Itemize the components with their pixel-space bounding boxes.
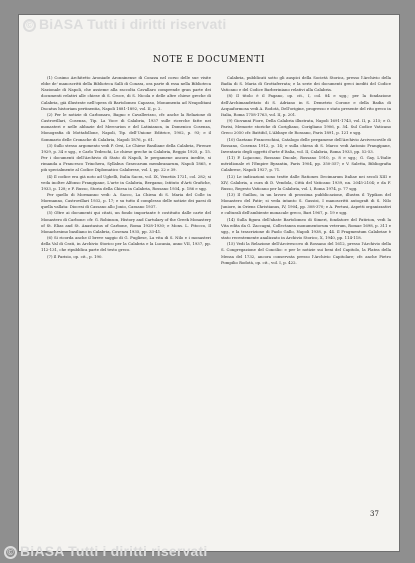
paragraph: (11) P. Lojacono, Rossano Ducale, Rossano 1910, p. 8 e sgg.; G. Gay, L'Italie méridionale et l'Empire Byzantin, Paris 1904, pp. 350-357; e V. Saletta, Bibliografia Calabrese, Napoli 1927, p. 71. bbox=[221, 155, 391, 173]
paragraph: (5) Oltre ai documenti qui citati, un fondo importante è costituito dalle carte del Monastero di Carbone: cfr. G. Robinson, History and Cartulary of the Greek Monastery of St. Elias and St. Anastasius of Carbone, Roma 1928-1930; e Mons. L. Pitocco, Il Monachesimo basiliano in Calabria, Cosenza 1935, pp. 33-41. bbox=[41, 210, 211, 234]
watermark-text: BiASA Tutti i diritti riservati bbox=[39, 16, 227, 32]
paragraph: (13) Il Guillou, in un lavoro di prossima pubblicazione, illustra il Typikon del Monastero del Patir; si veda intanto S. Gassisi, I manoscritti autografi di S. Nilo Juniore, in Oriens Christianus, IV, 1904, pp. 308-370; e A. Pertusi, Aspetti organizzativi e culturali dell'ambiente monacale greco, Bari 1967, p. 19 e sgg. bbox=[221, 191, 391, 216]
paragraph: (7) Il Parisio, op. cit., p. 190. bbox=[47, 253, 103, 259]
paragraph: (4) Il codice era già noto ad Ughelli, Italia Sacra, vol. IX, Venetiis 1721, col. 282; si veda inoltre Alfonso Frangipane, L'arte in Calabria, Bergamo, Istituto d'Arti Grafiche, 1933, p. 128; e F. Russo, Storia della Chiesa in Calabria, Rossano 1934, p. 186 e sgg. bbox=[41, 173, 211, 191]
paragraph: (2) Per le notizie di Carbonaro, Bagno e Cavallerizzo, cfr. anche la Relazione di Castrovillari, Cosenza, Tip. La Voce di Calabria, 1937 sulle ricerche fatte nei monasteri e nelle abbazie del Mercurion e del Latinianon, in Domenico Cosenza, Monografia di Mottafollone, Napoli, Tip. dell'Unione Editrice, 1902, p. 93; e il Sommario delle Cronache di Calabria, Napoli 1876, p. 61. bbox=[41, 111, 211, 142]
page-number: 37 bbox=[370, 510, 379, 518]
paragraph: Calabria, pubblicati sotto gli auspici della Società Storica, presso l'Archivio della Badia di S. Maria di Grottaferrata; e la serie dei documenti greci inediti del Codice Vaticano e del Codice Barberiniano relativi alla Calabria. bbox=[221, 75, 391, 93]
paragraph: (6) Si ricorda anche il breve saggio di G. Pugliese, La vita di S. Nilo e i monasteri della Val di Crati, in Archivio Storico per la Calabria e la Lucania, anno VII, 1937, pp. 112-131, che ripubblica parte del testo greco. bbox=[41, 235, 211, 253]
watermark-bottom bbox=[4, 543, 207, 559]
paragraph: (15) Vedi la Relazione dell'Arcivescovo di Rossano del 1612, presso l'Archivio della S. Congregazione del Concilio: e per le notizie sui beni del Capitolo, la Platea della Mensa del 1732, ancora conservata presso l'Archivio Capitolare; cfr. anche Pietro Pompilio Rodotà, op. cit., vol. I, p. 422. bbox=[221, 241, 391, 265]
paragraph: (14) Sulla figura dell'abate Bartolomeo di Simeri, fondatore del Patirion, vedi la Vita edita da G. Zaccagni, Collectanea monumentorum veterum, Romae 1698, p. 311 e sgg., e la trascrizione di Paolo Gallo, Napoli 1938, p. 44. Il Fragmentum Calabriae è stato recentemente analizzato in Archivio Storico, X, 1940, pp. 114-118. bbox=[221, 216, 391, 241]
paragraph: (8) Il titolo è il Pagano, op. cit., I, col. 84 e sgg.; per la fondazione dell'Archimandritato di S. Adriano in S. Demetrio Corone e della Badia di Acquaformosa vedi A. Rodotà, Dell'origine, progresso e stato presente del rito greco in Italia, Roma 1758-1763, vol. II, p. 201. bbox=[221, 93, 391, 117]
paragraph: (3) Sullo stesso argomento vedi P. Orsi, Le Chiese Basiliane della Calabria, Firenze 1929, p. 34 e sgg., e Carlo Tedeschi, Le chiese greche in Calabria, Reggio 1925, p. 15. Per i documenti dell'Archivio di Stato di Napoli, le pergamene ancora inedite, si rimanda a Francesco Trinchera, Syllabus Graecarum membranarum, Napoli 1865, e più specialmente al Codice Diplomatico Calabrese, vol. I, pp. 22 e 39. bbox=[41, 142, 211, 173]
watermark-top bbox=[23, 16, 226, 32]
copyright-icon: © bbox=[4, 546, 17, 559]
paragraph: (12) Le indicazioni sono tratte dalle Rationes Decimarum Italiae nei secoli XIII e XIV, Calabria, a cura di D. Vendola, Città del Vaticano 1939, nn. 2045-2104; e da F. Russo, Regesto Vaticano per la Calabria, vol. I, Roma 1974, p. 77 sgg. bbox=[221, 173, 391, 191]
document-page bbox=[18, 14, 400, 552]
paragraph: (10) Gaetano Franceschini, Catalogo delle pergamene dell'Archivio Arcivescovile di Rossano, Cosenza 1912, p. 14; e sulla chiesa di S. Marco vedi Antonio Frangipane, Inventario degli oggetti d'arte d'Italia, vol. II, Calabria, Roma 1933, pp. 52-53. bbox=[221, 136, 391, 154]
watermark-text: BiASA Tutti i diritti riservati bbox=[20, 543, 208, 559]
left-text-column bbox=[41, 75, 211, 501]
page-title: NOTE E DOCUMENTI bbox=[152, 55, 265, 65]
paragraph: Per quello di Mormanno vedi: A. Sacco, La Chiesa di S. Maria del Colle in Mormanno, Castrovillari 1932, p. 17; e su tutto il complesso delle notizie dei paesi di quella vallata: Diocesi di Cassano allo Jonio, Cassano 1937. bbox=[41, 191, 211, 210]
paragraph: (9) Giovanni Fiore, Della Calabria illustrata, Napoli 1691-1743, vol. II, p. 215; e O. Parisi, Memorie storiche di Corigliano, Corigliano 1906, p. 54. Sul Codice Vaticano Greco 2050 cfr. Battifol, L'Abbaye de Rossano, Paris 1891, p. 121 e sgg. bbox=[221, 118, 391, 136]
paragraph: (1) Cosimo Architetto Aroniade Aronninense di Conzza nel corso delle sue visite ebbe de' manoscritti della Biblioteca Salli di Conzza, ora parte di essa nella Biblioteca Nazionale di Napoli, che assieme alla raccolta Cavallaro comprende gran parte dei documenti relativi alle chiese di S. Croce, di S. Nicola e delle altre chiese greche di Calabria, già illustrate nell'opera di Bartolomeo Capasso, Monumenta ad Neapolitani Ducatus historiam pertinentia, Napoli 1881-1892, vol. II, p. 2. bbox=[41, 75, 211, 111]
right-text-column bbox=[221, 75, 391, 501]
copyright-icon: © bbox=[23, 19, 36, 32]
